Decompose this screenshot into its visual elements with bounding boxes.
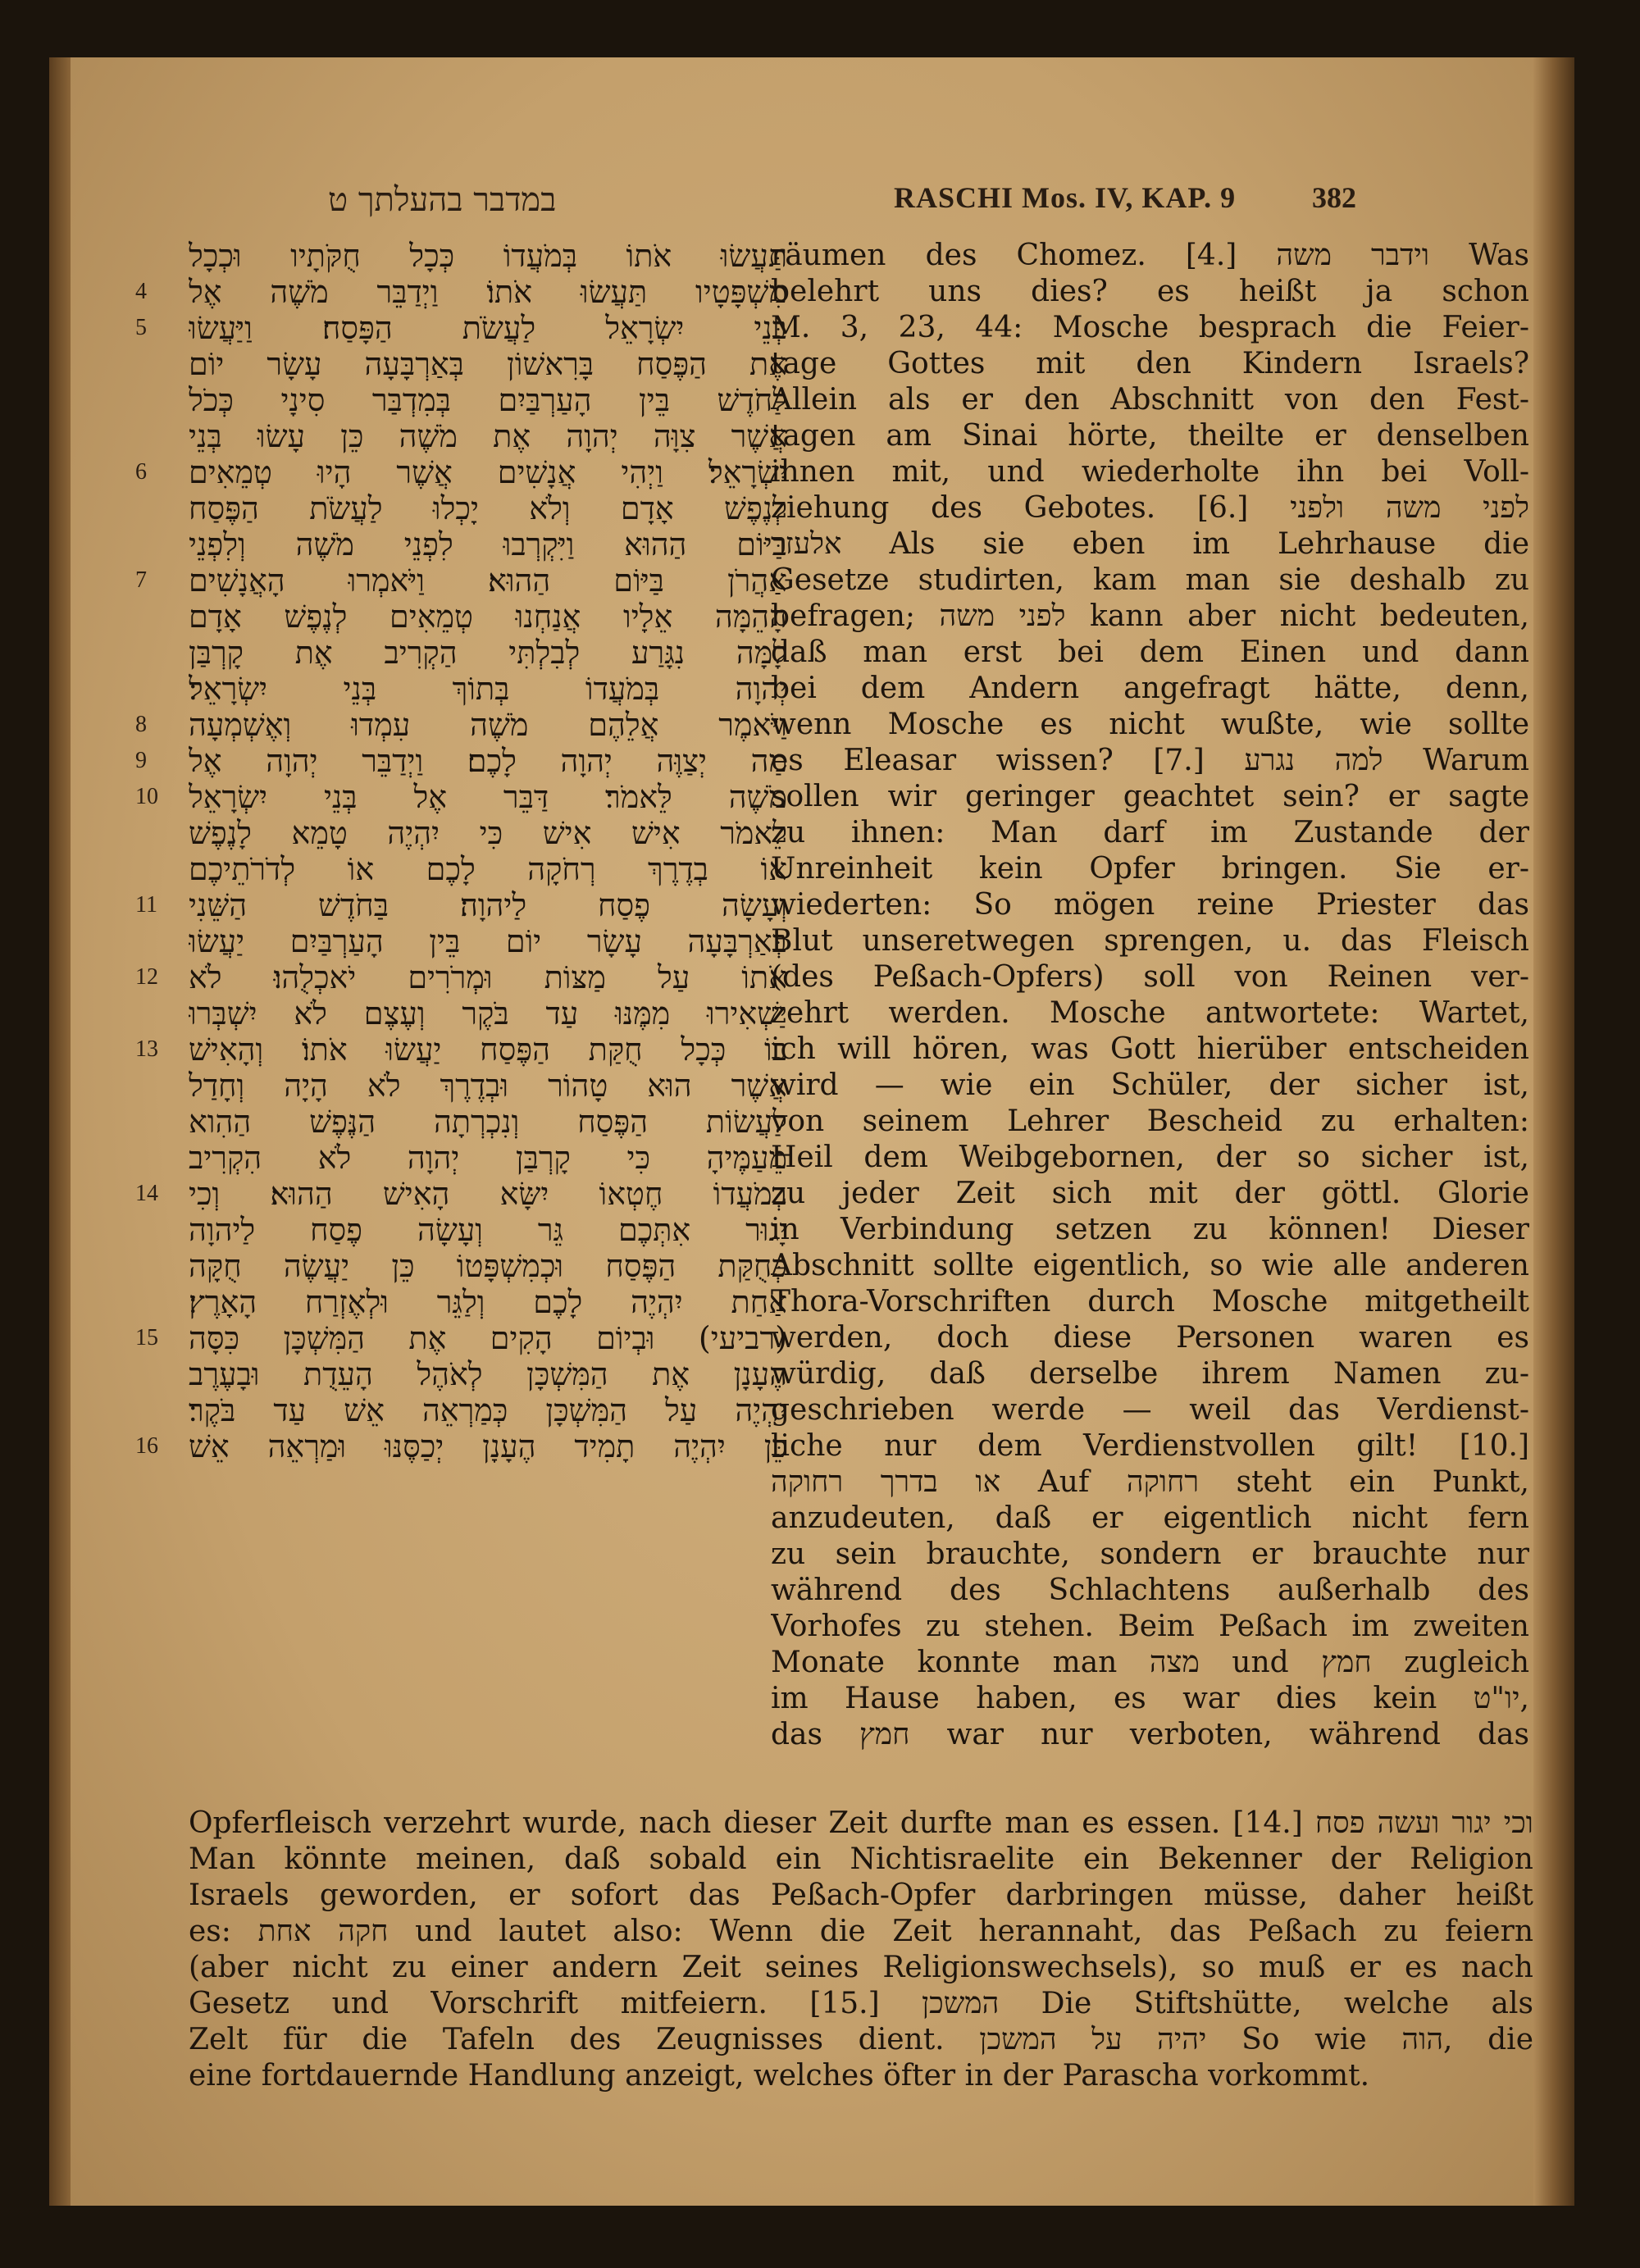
commentary-line: Allein als er den Abschnitt von den Fest-: [771, 383, 1529, 417]
verse-number: 15: [135, 1325, 158, 1350]
commentary-line: bei dem Andern angefragt hätte, denn,: [771, 672, 1529, 705]
hebrew-text-line: תַּעֲשׂוּ אֹתוֹ בְּמֹעֲדוֹ כְּכָל חֻקֹּתָיו וּכְכָל: [189, 238, 787, 274]
hebrew-text-line: יִהְיֶה עַל הַמִּשְׁכָּן כְּמַרְאֵה אֵשׁ עַד בֹּקֶר׃: [189, 1392, 787, 1428]
commentary-line: zu ihnen: Man darf im Zustande der: [771, 816, 1529, 849]
hebrew-text-line: לְנֶפֶשׁ אָדָם וְלֹא יָכְלוּ לַעֲשֹׂת הַפֶּסַח: [189, 490, 787, 526]
commentary-line: im Hause haben, es war dies kein יו"ט,: [771, 1682, 1529, 1715]
hebrew-text-line: כְּחֻקַּת הַפֶּסַח וּכְמִשְׁפָּטוֹ כֵּן יַעֲשֶׂה חֻקָּה: [189, 1248, 787, 1284]
verse-number: 4: [135, 279, 147, 304]
commentary-line: würdig, daß derselbe ihrem Namen zu-: [771, 1357, 1529, 1391]
german-commentary-full-width: [189, 1806, 1533, 2094]
hebrew-text-line: אֲשֶׁר הוּא טָהוֹר וּבְדֶרֶךְ לֹא הָיָה וְחָדַל: [189, 1068, 787, 1104]
hebrew-text-line: (רביעי) וּבְיוֹם הָקִים אֶת הַמִּשְׁכָּן כִּסָּה: [189, 1320, 787, 1356]
hebrew-text-line: בְּנֵי יִשְׂרָאֵל לַעֲשֹׂת הַפָּסַח׃ וַיַּעֲשׂוּ: [189, 310, 787, 346]
hebrew-text-line: מֹשֶׁה לֵּאמֹר׃ דַּבֵּר אֶל בְּנֵי יִשְׂרָאֵל: [189, 779, 787, 815]
commentary-line: ihnen mit, und wiederholte ihn bei Voll-: [771, 455, 1529, 489]
commentary-line: Israels geworden, er sofort das Peßach-Opfer darbringen müsse, daher heißt: [189, 1879, 1533, 1912]
commentary-line: (des Peßach-Opfers) soll von Reinen ver-: [771, 960, 1529, 994]
commentary-line: eine fortdauernde Handlung anzeigt, welches öfter in der Parascha vorkommt.: [189, 2059, 1370, 2093]
verse-number: 13: [135, 1036, 158, 1062]
commentary-line: es: חקה אחת und lautet also: Wenn die Zeit herannaht, das Peßach zu feiern: [189, 1915, 1533, 1948]
verse-number: 5: [135, 315, 147, 340]
commentary-line: Gesetze studirten, kam man sie deshalb zu: [771, 563, 1529, 597]
book-page: [49, 57, 1574, 2206]
commentary-line: tage Gottes mit den Kindern Israels?: [771, 347, 1529, 380]
commentary-line: tagen am Sinai hörte, theilte er denselben: [771, 419, 1529, 453]
commentary-line: wird — wie ein Schüler, der sicher ist,: [771, 1068, 1529, 1102]
page-number: 382: [1312, 181, 1356, 214]
verse-number: 12: [135, 964, 158, 990]
hebrew-text-line: לֵאמֹר אִישׁ אִישׁ כִּי יִהְיֶה טָמֵא לָנֶפֶשׁ: [189, 815, 787, 851]
commentary-line: in Verbindung setzen zu können! Dieser: [771, 1213, 1529, 1246]
commentary-line: Unreinheit kein Opfer bringen. Sie er-: [771, 852, 1529, 886]
commentary-line: M. 3, 23, 44: Mosche besprach die Feier-: [771, 311, 1529, 344]
commentary-line: Gesetz und Vorschrift mitfeiern. [15.] המשכן Die Stiftshütte, welche als: [189, 1987, 1533, 2020]
verse-number: 16: [135, 1433, 158, 1459]
book-spine: [49, 57, 71, 2206]
commentary-line: Blut unseretwegen sprengen, u. das Fleisch: [771, 924, 1529, 958]
verse-number: 6: [135, 459, 147, 485]
hebrew-text-line: בַּיּוֹם הַהוּא וַיִּקְרְבוּ לִפְנֵי מֹשֶׁה וְלִפְנֵי: [189, 526, 787, 562]
commentary-line: daß man erst bei dem Einen und dann: [771, 635, 1529, 669]
verse-number: 10: [135, 784, 158, 809]
hebrew-text-line: בְּאַרְבָּעָה עָשָׂר יוֹם בֵּין הָעַרְבַּיִם יַעֲשׂוּ: [189, 923, 787, 959]
hebrew-text-line: לַחֹדֶשׁ בֵּין הָעַרְבַּיִם בְּמִדְבַּר סִינָי כְּכֹל: [189, 382, 787, 418]
verse-number: 11: [135, 892, 157, 918]
hebrew-text-line: אֲשֶׁר צִוָּה יְהוָה אֶת מֹשֶׁה כֵּן עָשׂוּ בְּנֵי: [189, 418, 787, 454]
commentary-line: או בדרך רחוקה Auf רחוקה steht ein Punkt,: [771, 1465, 1529, 1499]
commentary-line: ziehung des Gebotes. [6.] לפני משה ולפני: [771, 491, 1529, 525]
commentary-line: es Eleasar wissen? [7.] למה נגרע Warum: [771, 744, 1529, 777]
commentary-line: Man könnte meinen, daß sobald ein Nichtisraelite ein Bekenner der Religion: [189, 1842, 1533, 1876]
hebrew-text-line: לַעֲשׂוֹת הַפֶּסַח וְנִכְרְתָה הַנֶּפֶשׁ הַהִוא: [189, 1104, 787, 1140]
hebrew-text-line: הָהֵמָּה אֵלָיו אֲנַחְנוּ טְמֵאִים לְנֶפֶשׁ אָדָם: [189, 599, 787, 635]
hebrew-text-line: לָמָּה נִגָּרַע לְבִלְתִּי הַקְרִיב אֶת קָרְבַּן: [189, 635, 787, 671]
verse-number: 14: [135, 1181, 158, 1206]
commentary-line: werden, doch diese Personen waren es: [771, 1321, 1529, 1355]
hebrew-text-line: יַשְׁאִירוּ מִמֶּנּוּ עַד בֹּקֶר וְעֶצֶם לֹא יִשְׁבְּרוּ: [189, 995, 787, 1032]
page-edge: [1533, 57, 1574, 2206]
commentary-line: befragen; לפני משה kann aber nicht bedeuten,: [771, 599, 1529, 633]
commentary-line: Vorhofes zu stehen. Beim Peßach im zweiten: [771, 1610, 1529, 1643]
running-header-latin: RASCHI Mos. IV, KAP. 9: [894, 181, 1237, 214]
commentary-line: das חמץ war nur verboten, während das: [771, 1718, 1529, 1751]
verse-number: 9: [135, 748, 147, 773]
hebrew-text-line: הֶעָנָן אֶת הַמִּשְׁכָּן לְאֹהֶל הָעֵדֻת וּבָעֶרֶב: [189, 1356, 787, 1392]
hebrew-text-line: וַיֹּאמֶר אֲלֵהֶם מֹשֶׁה עִמְדוּ וְאֶשְׁמְעָה: [189, 707, 787, 743]
hebrew-text-line: יָגוּר אִתְּכֶם גֵּר וְעָשָׂה פֶסַח לַיהוָה: [189, 1212, 787, 1248]
commentary-line: Monate konnte man מצה und חמץ zugleich: [771, 1646, 1529, 1679]
commentary-line: von seinem Lehrer Bescheid zu erhalten:: [771, 1104, 1529, 1138]
commentary-line: geschrieben werde — weil das Verdienst-: [771, 1393, 1529, 1427]
verse-number: 8: [135, 712, 147, 737]
hebrew-text-line: וְעָשָׂה פֶסַח לַיהוָה׃ בַּחֹדֶשׁ הַשֵּׁנִי: [189, 887, 787, 923]
hebrew-text-line: מִשְׁפָּטָיו תַּעֲשׂוּ אֹתוֹ׃ וַיְדַבֵּר מֹשֶׁה אֶל: [189, 274, 787, 310]
commentary-line: wiederten: So mögen reine Priester das: [771, 888, 1529, 922]
commentary-line: ich will hören, was Gott hierüber entscheiden: [771, 1032, 1529, 1066]
hebrew-text-line: יְהוָה בְּמֹעֲדוֹ בְּתוֹךְ בְּנֵי יִשְׂרָאֵל׃: [189, 671, 787, 707]
commentary-line: zu jeder Zeit sich mit der göttl. Glorie: [771, 1177, 1529, 1210]
commentary-line: räumen des Chomez. [4.] וידבר משה Was: [771, 239, 1529, 272]
hebrew-text-line: בוֹ כְּכָל חֻקַּת הַפֶּסַח יַעֲשׂוּ אֹתוֹ׃ וְהָאִישׁ: [189, 1032, 787, 1068]
commentary-line: Opferfleisch verzehrt wurde, nach dieser Zeit durfte man es essen. [14.] וכי יגור ועשה פסח: [189, 1806, 1533, 1840]
commentary-line: (aber nicht zu einer andern Zeit seines Religionswechsels), so muß er es nach: [189, 1951, 1533, 1984]
hebrew-text-column: [189, 238, 787, 1464]
commentary-line: Abschnitt sollte eigentlich, so wie alle anderen: [771, 1249, 1529, 1282]
hebrew-text-line: בְּמֹעֲדוֹ חֶטְאוֹ יִשָּׂא הָאִישׁ הַהוּא׃ וְכִי: [189, 1176, 787, 1212]
commentary-line: אלעזר Als sie eben im Lehrhause die: [771, 527, 1529, 561]
commentary-line: belehrt uns dies? es heißt ja schon: [771, 275, 1529, 308]
hebrew-text-line: אַחַת יִהְיֶה לָכֶם וְלַגֵּר וּלְאֶזְרַח הָאָרֶץ׃: [189, 1284, 787, 1320]
commentary-line: Thora-Vorschriften durch Mosche mitgetheilt: [771, 1285, 1529, 1318]
hebrew-text-line: אֶת הַפֶּסַח בָּרִאשׁוֹן בְּאַרְבָּעָה עָשָׂר יוֹם: [189, 346, 787, 382]
commentary-line: zehrt werden. Mosche antwortete: Wartet,: [771, 996, 1529, 1030]
hebrew-text-line: מַה יְצַוֶּה יְהוָה לָכֶם׃ וַיְדַבֵּר יְהוָה אֶל: [189, 743, 787, 779]
commentary-line: liche nur dem Verdienstvollen gilt! [10.]: [771, 1429, 1529, 1463]
commentary-line: zu sein brauchte, sondern er brauchte nur: [771, 1537, 1529, 1571]
running-header-hebrew: במדבר בהעלתך ט: [328, 181, 557, 219]
hebrew-text-line: אַהֲרֹן בַּיּוֹם הַהוּא׃ וַיֹּאמְרוּ הָאֲנָשִׁים: [189, 562, 787, 599]
commentary-line: sollen wir geringer geachtet sein? er sagte: [771, 780, 1529, 813]
hebrew-text-line: כֵּן יִהְיֶה תָמִיד הֶעָנָן יְכַסֶּנּוּ וּמַרְאֵה אֵשׁ: [189, 1428, 787, 1464]
german-commentary-column: [771, 238, 1529, 1753]
hebrew-text-line: אֹתוֹ עַל מַצּוֹת וּמְרֹרִים יֹאכְלֻהוּ׃ לֹא: [189, 959, 787, 995]
commentary-line: Heil dem Weibgebornen, der so sicher ist,: [771, 1141, 1529, 1174]
commentary-line: während des Schlachtens außerhalb des: [771, 1573, 1529, 1607]
hebrew-text-line: מֵעַמֶּיהָ כִּי קָרְבַּן יְהוָה לֹא הִקְרִיב: [189, 1140, 787, 1176]
hebrew-text-line: אוֹ בְדֶרֶךְ רְחֹקָה לָכֶם אוֹ לְדֹרֹתֵיכֶם: [189, 851, 787, 887]
commentary-line: anzudeuten, daß er eigentlich nicht fern: [771, 1501, 1529, 1535]
hebrew-text-line: יִשְׂרָאֵל׃ וַיְהִי אֲנָשִׁים אֲשֶׁר הָיוּ טְמֵאִים: [189, 454, 787, 490]
verse-number: 7: [135, 567, 147, 593]
commentary-line: Zelt für die Tafeln des Zeugnisses dient. יהיה על המשכן So wie הוה, die: [189, 2023, 1533, 2056]
commentary-line: wenn Mosche es nicht wußte, wie sollte: [771, 708, 1529, 741]
